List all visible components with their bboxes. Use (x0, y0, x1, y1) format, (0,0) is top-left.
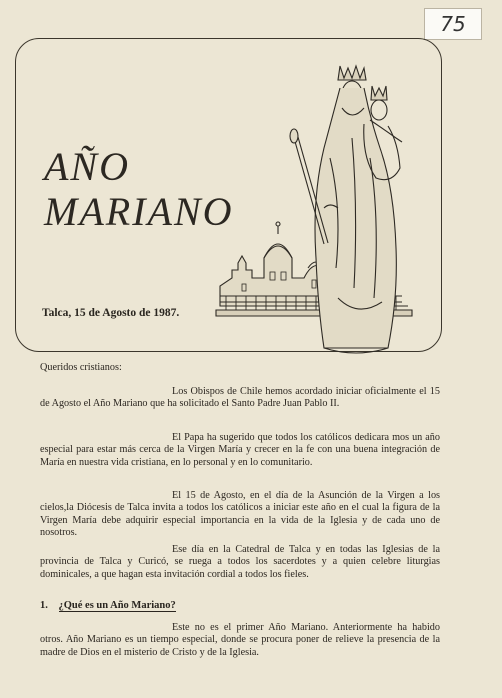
letter-paragraph (40, 544, 440, 581)
page-number: 75 (424, 8, 482, 40)
dateline: Talca, 15 de Agosto de 1987. (42, 307, 180, 319)
section-title: ¿Qué es un Año Mariano? (58, 600, 176, 611)
section-heading (40, 600, 176, 611)
letter-paragraph-text: Los Obispos de Chile hemos acordado iniciar oficialmente el 15 de Agosto el Año Mariano que ha solicitado el Santo Padre Juan Pablo II. (40, 386, 440, 410)
section-paragraph-text: Este no es el primer Año Mariano. Anteriormente ha habido otros. Año Mariano es un tiempo especial, donde se procura poner de relieve la presencia de la madre de Dios en el misterio de Cristo y de la Iglesia. (40, 622, 440, 658)
letter-paragraph-text: El 15 de Agosto, en el día de la Asunción de la Virgen a los cielos,la Diócesis de Talca invita a todos los católicos a iniciar este año en el cual la figura de la Virgen María debe adquirir especial importancia en la vida de la Iglesia y de cada uno de nosotros. (40, 490, 440, 539)
title-line-1: AÑO (44, 144, 130, 189)
virgin-and-child-illustration-icon (212, 58, 447, 363)
letter-salutation: Queridos cristianos: (40, 362, 122, 373)
letter-paragraph (40, 386, 440, 411)
title-line-2: MARIANO (44, 189, 234, 234)
section-number: 1. (40, 600, 48, 611)
section-paragraph (40, 622, 440, 659)
letter-paragraph (40, 490, 440, 540)
letter-paragraph-text: El Papa ha sugerido que todos los católicos dedicara mos un año especial para estar más cerca de la Virgen María y crecer en la fe con una buena integración de María en nuestra vida cristiana, en lo personal y en lo comunitario. (40, 432, 440, 468)
letter-paragraph-text: Ese día en la Catedral de Talca y en todas las Iglesias de la provincia de Talca y Curicó, se ruega a todos los sacerdotes y a quien celebre liturgias dominicales, a que hagan esta invitación cordial a todos los fieles. (40, 544, 440, 580)
letter-paragraph (40, 432, 440, 469)
